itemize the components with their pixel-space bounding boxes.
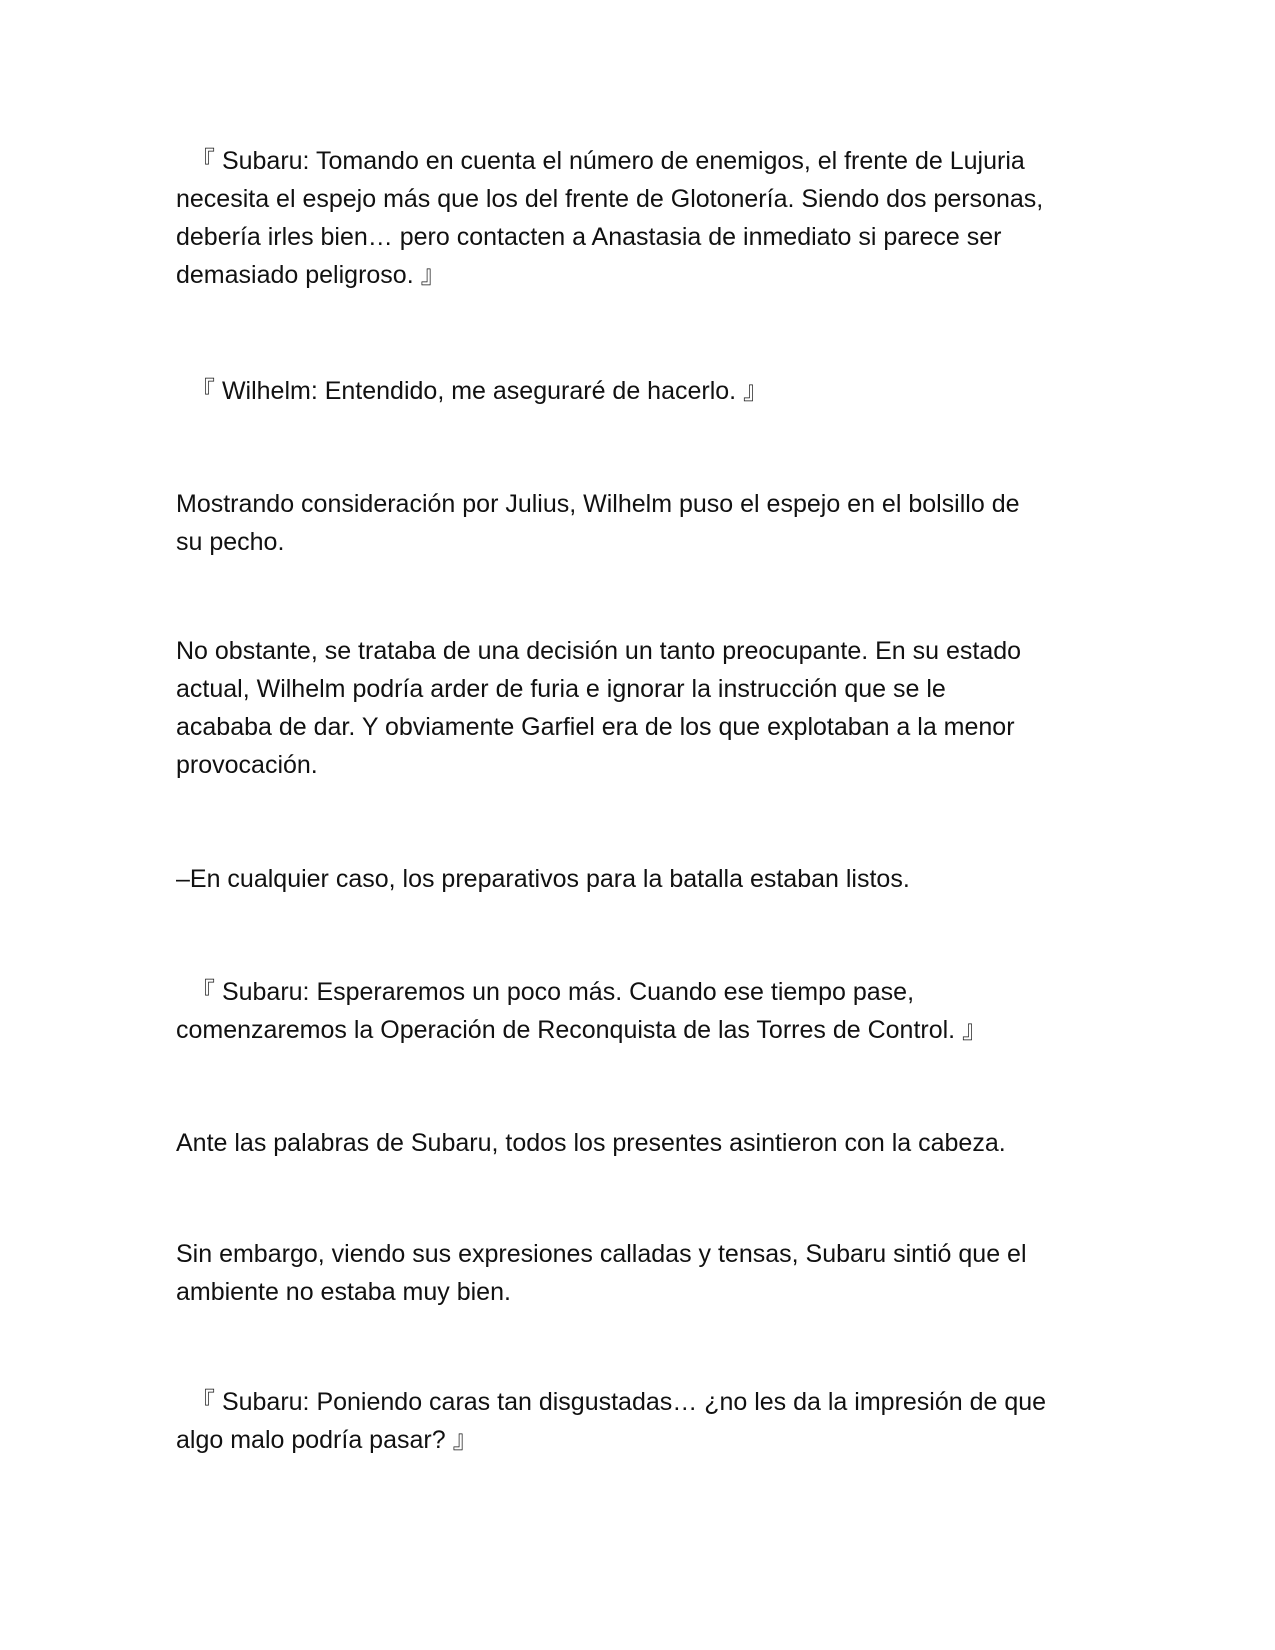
paragraph-line: algo malo podría pasar? 』 xyxy=(176,1426,478,1454)
paragraph-worrying-decision xyxy=(176,632,1106,784)
paragraph-line: Sin embargo, viendo sus expresiones calladas y tensas, Subaru sintió que el xyxy=(176,1240,1027,1268)
paragraph-line: 『 Subaru: Esperaremos un poco más. Cuando ese tiempo pase, xyxy=(190,978,915,1006)
paragraph-line: necesita el espejo más que los del frente de Glotonería. Siendo dos personas, xyxy=(176,185,1044,213)
paragraph-line: actual, Wilhelm podría arder de furia e ignorar la instrucción que se le xyxy=(176,675,946,703)
paragraph-subaru-mirror xyxy=(176,142,1106,294)
paragraph-line: comenzaremos la Operación de Reconquista de las Torres de Control. 』 xyxy=(176,1016,988,1044)
paragraph-line: acababa de dar. Y obviamente Garfiel era de los que explotaban a la menor xyxy=(176,713,1015,741)
paragraph-line: demasiado peligroso. 』 xyxy=(176,261,446,289)
paragraph-subaru-faces xyxy=(176,1383,1106,1459)
paragraph-line: –En cualquier caso, los preparativos para la batalla estaban listos. xyxy=(176,865,910,893)
paragraph-line: 『 Subaru: Poniendo caras tan disgustadas… ¿no les da la impresión de que xyxy=(190,1388,1047,1416)
paragraph-line: Ante las palabras de Subaru, todos los presentes asintieron con la cabeza. xyxy=(176,1129,1006,1157)
paragraph-line: provocación. xyxy=(176,751,318,779)
paragraph-line: Mostrando consideración por Julius, Wilhelm puso el espejo en el bolsillo de xyxy=(176,490,1020,518)
paragraph-line: 『 Subaru: Tomando en cuenta el número de enemigos, el frente de Lujuria xyxy=(190,147,1025,175)
paragraph-wilhelm-mirror xyxy=(176,485,1106,561)
paragraph-line: 『 Wilhelm: Entendido, me aseguraré de hacerlo. 』 xyxy=(190,377,769,405)
paragraph-wilhelm-reply xyxy=(176,372,1106,410)
paragraph-line: ambiente no estaba muy bien. xyxy=(176,1278,511,1306)
paragraph-all-nodded xyxy=(176,1124,1106,1162)
paragraph-tense-expressions xyxy=(176,1235,1106,1311)
paragraph-line: No obstante, se trataba de una decisión un tanto preocupante. En su estado xyxy=(176,637,1022,665)
paragraph-subaru-operation xyxy=(176,973,1106,1049)
paragraph-battle-ready xyxy=(176,860,1106,898)
paragraph-line: debería irles bien… pero contacten a Anastasia de inmediato si parece ser xyxy=(176,223,1002,251)
paragraph-line: su pecho. xyxy=(176,528,285,556)
